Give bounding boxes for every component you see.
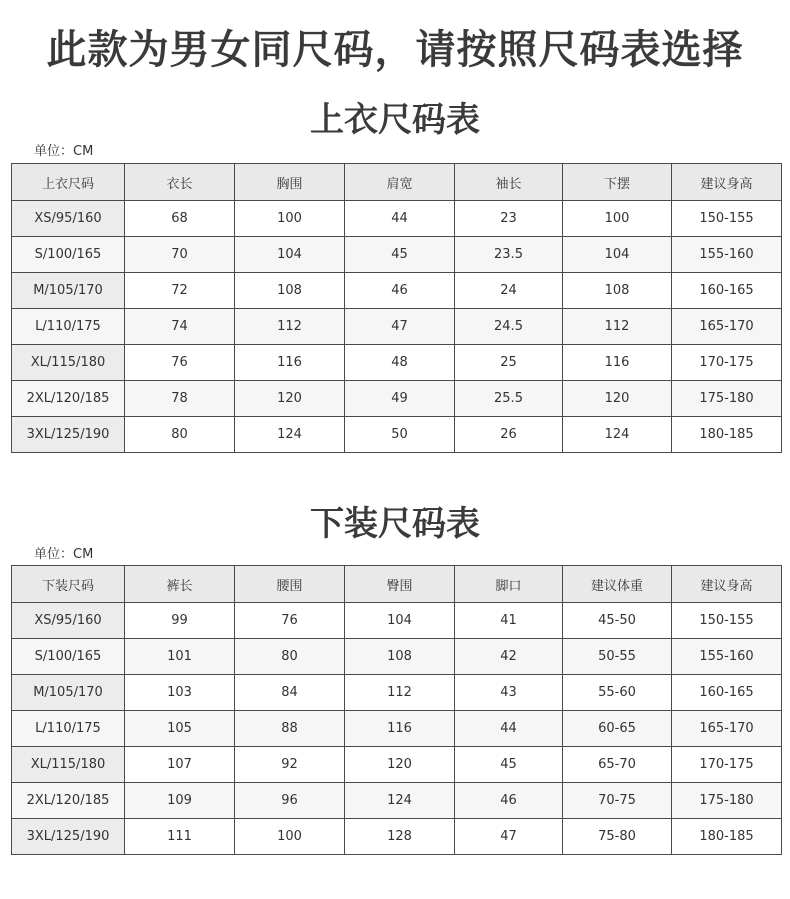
size-label-cell: S/100/165 bbox=[12, 639, 125, 675]
table-cell: 180-185 bbox=[672, 819, 782, 855]
table-cell: 124 bbox=[345, 783, 455, 819]
size-label-cell: XL/115/180 bbox=[12, 345, 125, 381]
table-cell: 108 bbox=[563, 273, 672, 309]
table-cell: 150-155 bbox=[672, 201, 782, 237]
bottom-unit-label: 单位：CM bbox=[34, 547, 94, 562]
table-cell: 23.5 bbox=[455, 237, 563, 273]
table-cell: 165-170 bbox=[672, 711, 782, 747]
table-cell: 41 bbox=[455, 603, 563, 639]
table-cell: 155-160 bbox=[672, 237, 782, 273]
table-cell: 120 bbox=[345, 747, 455, 783]
table-row bbox=[12, 237, 782, 273]
table-cell: 116 bbox=[235, 345, 345, 381]
table-cell: 47 bbox=[455, 819, 563, 855]
size-label-cell: XS/95/160 bbox=[12, 201, 125, 237]
column-header: 下装尺码 bbox=[12, 566, 125, 603]
column-header: 裤长 bbox=[125, 566, 235, 603]
table-row bbox=[12, 747, 782, 783]
table-cell: 45-50 bbox=[563, 603, 672, 639]
table-row bbox=[12, 603, 782, 639]
table-cell: 128 bbox=[345, 819, 455, 855]
table-cell: 49 bbox=[345, 381, 455, 417]
table-cell: 170-175 bbox=[672, 747, 782, 783]
top-unit-label: 单位：CM bbox=[34, 144, 94, 159]
table-cell: 109 bbox=[125, 783, 235, 819]
table-cell: 107 bbox=[125, 747, 235, 783]
table-cell: 25.5 bbox=[455, 381, 563, 417]
table-cell: 70-75 bbox=[563, 783, 672, 819]
table-cell: 84 bbox=[235, 675, 345, 711]
size-label-cell: 3XL/125/190 bbox=[12, 417, 125, 453]
size-label-cell: XS/95/160 bbox=[12, 603, 125, 639]
top-size-chart-title: 上衣尺码表 bbox=[310, 100, 480, 140]
table-cell: 101 bbox=[125, 639, 235, 675]
table-cell: 100 bbox=[235, 819, 345, 855]
table-cell: 105 bbox=[125, 711, 235, 747]
table-cell: 44 bbox=[345, 201, 455, 237]
table-cell: 112 bbox=[345, 675, 455, 711]
table-cell: 80 bbox=[235, 639, 345, 675]
column-header: 建议体重 bbox=[563, 566, 672, 603]
table-row bbox=[12, 417, 782, 453]
column-header: 胸围 bbox=[235, 164, 345, 201]
top-size-table-body bbox=[12, 201, 782, 453]
size-label-cell: L/110/175 bbox=[12, 711, 125, 747]
table-cell: 50-55 bbox=[563, 639, 672, 675]
table-cell: 116 bbox=[345, 711, 455, 747]
table-cell: 92 bbox=[235, 747, 345, 783]
table-cell: 88 bbox=[235, 711, 345, 747]
table-cell: 46 bbox=[345, 273, 455, 309]
table-header-row bbox=[12, 566, 782, 603]
bottom-size-chart-title: 下装尺码表 bbox=[310, 504, 480, 544]
size-label-cell: M/105/170 bbox=[12, 675, 125, 711]
size-label-cell: M/105/170 bbox=[12, 273, 125, 309]
column-header: 衣长 bbox=[125, 164, 235, 201]
table-cell: 103 bbox=[125, 675, 235, 711]
table-cell: 100 bbox=[235, 201, 345, 237]
table-cell: 74 bbox=[125, 309, 235, 345]
table-cell: 23 bbox=[455, 201, 563, 237]
table-row bbox=[12, 201, 782, 237]
table-row bbox=[12, 819, 782, 855]
table-cell: 104 bbox=[235, 237, 345, 273]
table-cell: 60-65 bbox=[563, 711, 672, 747]
table-row bbox=[12, 309, 782, 345]
table-cell: 42 bbox=[455, 639, 563, 675]
table-cell: 80 bbox=[125, 417, 235, 453]
table-cell: 160-165 bbox=[672, 675, 782, 711]
table-cell: 26 bbox=[455, 417, 563, 453]
table-row bbox=[12, 639, 782, 675]
table-row bbox=[12, 711, 782, 747]
table-cell: 45 bbox=[455, 747, 563, 783]
table-row bbox=[12, 273, 782, 309]
table-cell: 104 bbox=[345, 603, 455, 639]
column-header: 袖长 bbox=[455, 164, 563, 201]
table-row bbox=[12, 675, 782, 711]
table-cell: 124 bbox=[563, 417, 672, 453]
table-row bbox=[12, 381, 782, 417]
column-header: 肩宽 bbox=[345, 164, 455, 201]
table-cell: 70 bbox=[125, 237, 235, 273]
size-label-cell: 2XL/120/185 bbox=[12, 381, 125, 417]
table-cell: 99 bbox=[125, 603, 235, 639]
size-label-cell: XL/115/180 bbox=[12, 747, 125, 783]
table-cell: 68 bbox=[125, 201, 235, 237]
table-cell: 112 bbox=[563, 309, 672, 345]
table-cell: 108 bbox=[235, 273, 345, 309]
table-cell: 65-70 bbox=[563, 747, 672, 783]
bottom-size-table-header bbox=[12, 566, 782, 603]
table-cell: 180-185 bbox=[672, 417, 782, 453]
table-cell: 108 bbox=[345, 639, 455, 675]
table-cell: 120 bbox=[563, 381, 672, 417]
table-cell: 100 bbox=[563, 201, 672, 237]
table-cell: 76 bbox=[235, 603, 345, 639]
table-cell: 175-180 bbox=[672, 783, 782, 819]
table-cell: 44 bbox=[455, 711, 563, 747]
table-cell: 155-160 bbox=[672, 639, 782, 675]
table-cell: 150-155 bbox=[672, 603, 782, 639]
bottom-size-table bbox=[11, 565, 782, 855]
table-cell: 75-80 bbox=[563, 819, 672, 855]
size-label-cell: 2XL/120/185 bbox=[12, 783, 125, 819]
table-cell: 25 bbox=[455, 345, 563, 381]
table-cell: 72 bbox=[125, 273, 235, 309]
table-header-row bbox=[12, 164, 782, 201]
table-cell: 116 bbox=[563, 345, 672, 381]
column-header: 建议身高 bbox=[672, 164, 782, 201]
top-size-table-header bbox=[12, 164, 782, 201]
table-cell: 96 bbox=[235, 783, 345, 819]
table-cell: 76 bbox=[125, 345, 235, 381]
table-cell: 165-170 bbox=[672, 309, 782, 345]
table-cell: 43 bbox=[455, 675, 563, 711]
table-cell: 175-180 bbox=[672, 381, 782, 417]
table-cell: 45 bbox=[345, 237, 455, 273]
table-row bbox=[12, 783, 782, 819]
table-cell: 47 bbox=[345, 309, 455, 345]
table-cell: 24.5 bbox=[455, 309, 563, 345]
column-header: 臀围 bbox=[345, 566, 455, 603]
table-cell: 24 bbox=[455, 273, 563, 309]
table-cell: 78 bbox=[125, 381, 235, 417]
column-header: 脚口 bbox=[455, 566, 563, 603]
page-headline: 此款为男女同尺码，请按照尺码表选择 bbox=[46, 27, 744, 73]
column-header: 建议身高 bbox=[672, 566, 782, 603]
table-cell: 111 bbox=[125, 819, 235, 855]
table-cell: 104 bbox=[563, 237, 672, 273]
table-cell: 124 bbox=[235, 417, 345, 453]
table-cell: 55-60 bbox=[563, 675, 672, 711]
table-row bbox=[12, 345, 782, 381]
table-cell: 160-165 bbox=[672, 273, 782, 309]
size-label-cell: L/110/175 bbox=[12, 309, 125, 345]
table-cell: 120 bbox=[235, 381, 345, 417]
size-label-cell: S/100/165 bbox=[12, 237, 125, 273]
top-size-table bbox=[11, 163, 782, 453]
column-header: 腰围 bbox=[235, 566, 345, 603]
bottom-size-table-body bbox=[12, 603, 782, 855]
table-cell: 46 bbox=[455, 783, 563, 819]
column-header: 下摆 bbox=[563, 164, 672, 201]
table-cell: 50 bbox=[345, 417, 455, 453]
table-cell: 48 bbox=[345, 345, 455, 381]
table-cell: 112 bbox=[235, 309, 345, 345]
column-header: 上衣尺码 bbox=[12, 164, 125, 201]
table-cell: 170-175 bbox=[672, 345, 782, 381]
size-label-cell: 3XL/125/190 bbox=[12, 819, 125, 855]
